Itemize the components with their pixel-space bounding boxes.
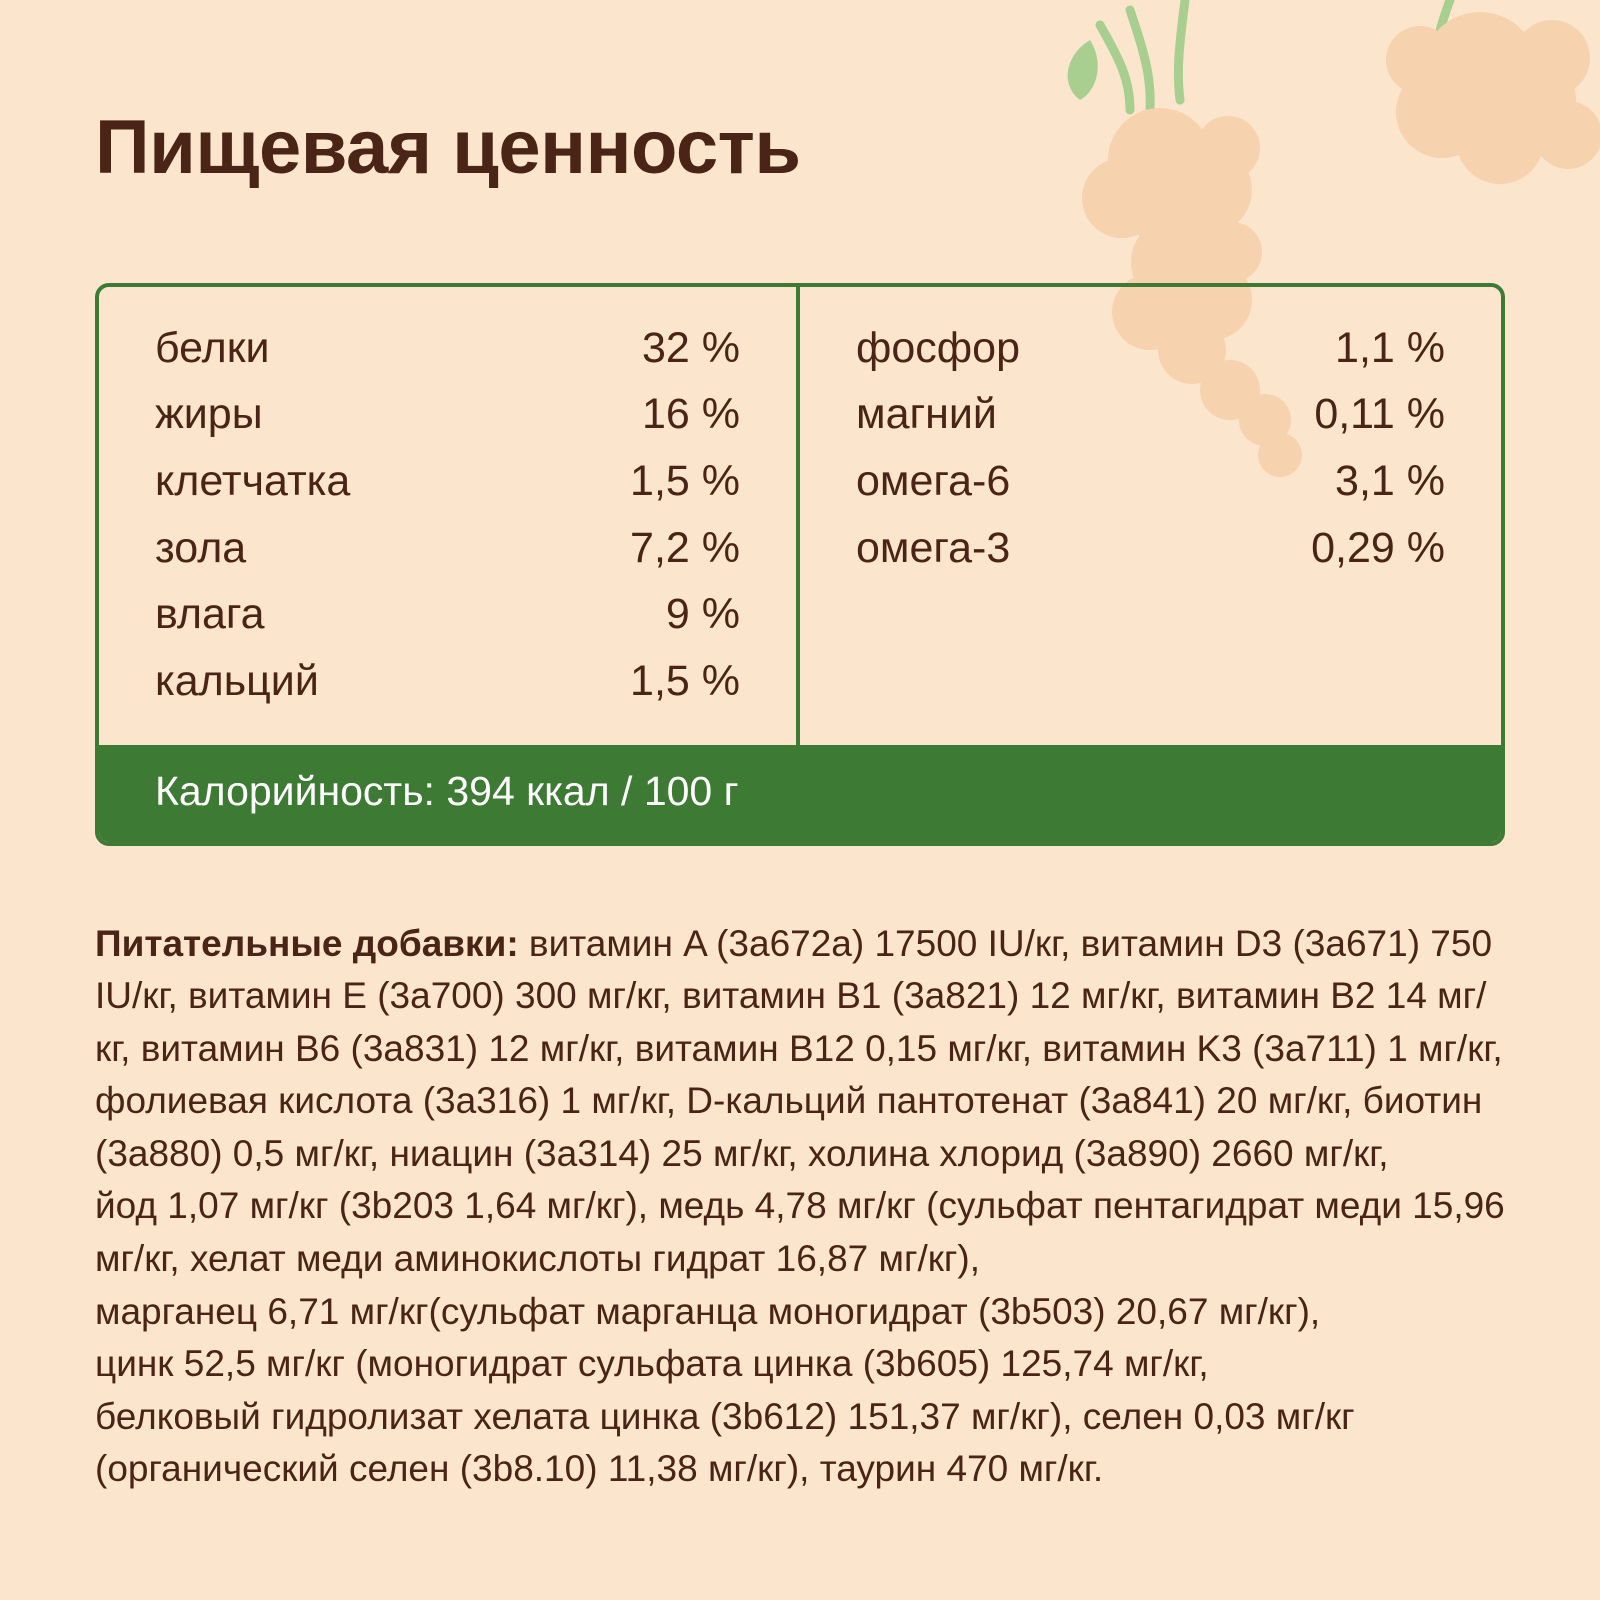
nutrient-name: омега-3 xyxy=(856,523,1011,572)
nutrient-value: 7,2 % xyxy=(630,523,740,572)
additives-paragraph-5: белковый гидролизат хелата цинка (3b612) 151,37 мг/кг), селен 0,03 мг/кг (органический селен (3b8.10) 11,38 мг/кг), таурин 470 мг/кг. xyxy=(95,1395,1355,1490)
nutrition-column-right xyxy=(800,287,1501,745)
table-row xyxy=(155,648,740,715)
nutrient-name: клетчатка xyxy=(155,457,351,506)
nutrient-value: 16 % xyxy=(641,390,740,439)
table-row xyxy=(155,581,740,648)
nutrient-name: зола xyxy=(155,523,247,572)
nutrient-value: 1,5 % xyxy=(630,457,740,506)
nutrient-name: жиры xyxy=(155,390,263,439)
additives-label: Питательные добавки: xyxy=(95,922,519,964)
table-row xyxy=(856,515,1445,582)
nutrient-name: магний xyxy=(856,390,997,439)
nutrient-name: фосфор xyxy=(856,323,1021,372)
table-row xyxy=(155,381,740,448)
nutrition-columns xyxy=(99,287,1501,745)
nutrition-column-left xyxy=(99,287,800,745)
additives-paragraph-1 xyxy=(95,918,1505,1181)
table-row xyxy=(155,315,740,382)
nutrient-value: 0,11 % xyxy=(1314,390,1445,439)
nutrient-value: 0,29 % xyxy=(1311,523,1445,572)
nutrient-value: 1,5 % xyxy=(630,657,740,705)
page-title: Пищевая ценность xyxy=(95,105,801,190)
table-row xyxy=(856,315,1445,382)
additives-paragraph-2: йод 1,07 мг/кг (3b203 1,64 мг/кг), медь 4,78 мг/кг (сульфат пентагидрат меди 15,96 мг/кг, хелат меди аминокислоты гидрат 16,87 мг/кг), xyxy=(95,1185,1505,1280)
table-row xyxy=(856,448,1445,515)
table-row xyxy=(155,448,740,515)
additives-text-1: витамин A (3a672a) 17500 IU/кг, витамин D3 (3a671) 750 IU/кг, витамин E (3a700) 300 мг/кг, витамин B1 (3a821) 12 мг/кг, витамин B2 14 мг/кг, витамин B6 (3a831) 12 мг/кг, витамин B12 0,15 мг/кг, витамин K3 (3a711) 1 мг/кг, фолиевая кислота (3a316) 1 мг/кг, D-кальций пантотенат (3a841) 20 мг/кг, биотин (3a880) 0,5 мг/кг, ниацин (3a314) 25 мг/кг, холина хлорид (3a890) 2660 мг/кг, xyxy=(95,922,1503,1174)
nutrient-value: 9 % xyxy=(665,590,740,639)
nutrient-name: влага xyxy=(155,590,265,639)
additives-paragraph-4: цинк 52,5 мг/кг (моногидрат сульфата цинка (3b605) 125,74 мг/кг, xyxy=(95,1343,1209,1385)
table-row xyxy=(856,381,1445,448)
nutritional-additives-section xyxy=(95,918,1505,1496)
additives-paragraph-3: марганец 6,71 мг/кг(сульфат марганца моногидрат (3b503) 20,67 мг/кг), xyxy=(95,1290,1321,1332)
nutrient-name: белки xyxy=(155,323,270,372)
nutrient-value: 1,1 % xyxy=(1335,323,1445,372)
nutrient-name: кальций xyxy=(155,657,319,705)
nutrient-name: омега-6 xyxy=(856,457,1011,506)
nutrient-value: 32 % xyxy=(641,323,740,372)
calorie-bar: Калорийность: 394 ккал / 100 г xyxy=(99,745,1501,842)
table-row xyxy=(155,515,740,582)
nutrition-table-card xyxy=(95,283,1505,846)
nutrient-value: 3,1 % xyxy=(1335,457,1445,506)
